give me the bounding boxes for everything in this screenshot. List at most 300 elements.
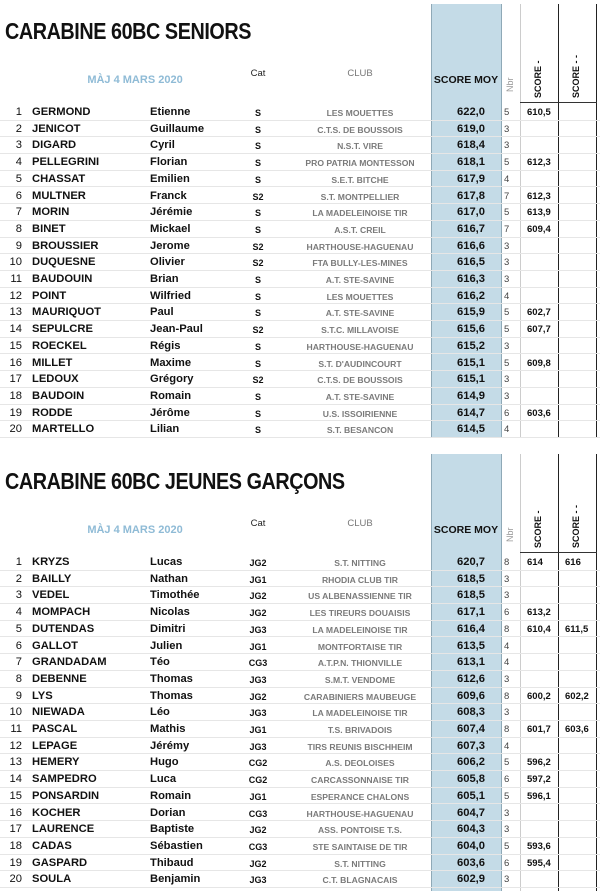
rank-cell: 10 [9, 256, 22, 269]
last-name-cell: GRANDADAM [32, 656, 107, 669]
score-cell: 619,0 [457, 122, 485, 135]
table-row [0, 388, 600, 405]
score-cell: 614,7 [457, 406, 485, 419]
table-row [0, 188, 600, 205]
club-cell: C.T.S. DE BOUSSOIS [317, 124, 403, 135]
club-cell: A.T. STE-SAVINE [325, 391, 395, 402]
table-row [0, 604, 600, 621]
last-name-cell: MILLET [32, 356, 73, 369]
rank-cell: 4 [15, 606, 22, 619]
score-cell: 613,1 [457, 656, 485, 669]
table-row [0, 855, 600, 872]
score-cell: 616,7 [457, 222, 485, 235]
last-name-cell: VEDEL [32, 589, 70, 602]
category-cell: S [254, 425, 261, 436]
category-cell: JG1 [249, 791, 267, 802]
nbr-cell: 3 [504, 807, 510, 819]
score-header: SCORE MOY [433, 524, 499, 536]
header-underline [520, 102, 597, 103]
first-name-cell: Franck [150, 189, 187, 202]
score-cell: 605,1 [457, 789, 485, 802]
table-row [0, 805, 600, 822]
score-minus-cell: 613,2 [527, 607, 551, 619]
club-cell: STE SAINTAISE DE TIR [312, 841, 408, 852]
club-cell: A.T. STE-SAVINE [325, 275, 395, 285]
last-name-cell: BINET [32, 222, 66, 235]
category-cell: JG2 [249, 591, 267, 602]
last-name-cell: MOMPACH [32, 606, 91, 619]
category-cell: S2 [252, 241, 264, 252]
score-minus-minus-header: SCORE - - [571, 504, 581, 548]
table-row [0, 171, 600, 188]
table-row [0, 738, 600, 755]
last-name-cell: NIEWADA [32, 706, 85, 719]
table-row [0, 721, 600, 738]
category-cell: S [254, 224, 261, 235]
club-cell: LES MOUETTES [326, 291, 394, 302]
score-cell: 615,9 [457, 306, 485, 319]
nbr-cell: 8 [504, 724, 510, 735]
nbr-cell: 3 [504, 390, 510, 402]
rank-cell: 17 [9, 823, 22, 836]
score-minus-minus-cell: 611,5 [565, 623, 589, 635]
rank-cell: 14 [9, 773, 22, 786]
last-name-cell: CADAS [32, 839, 72, 852]
last-name-cell: BAILLY [32, 572, 72, 585]
nbr-cell: 3 [504, 340, 510, 352]
nbr-cell: 5 [504, 307, 510, 319]
rank-cell: 11 [10, 273, 22, 285]
row-divider [0, 437, 600, 438]
score-cell: 609,6 [457, 689, 485, 702]
rank-cell: 6 [15, 189, 22, 202]
category-cell: S [254, 391, 261, 402]
table-row [0, 654, 600, 671]
nbr-cell: 3 [504, 240, 510, 252]
first-name-cell: Lucas [150, 556, 183, 568]
score-minus-cell: 607,7 [527, 324, 551, 336]
rank-cell: 5 [15, 172, 22, 185]
rank-cell: 11 [10, 723, 22, 735]
last-name-cell: JENICOT [32, 122, 81, 135]
nbr-cell: 4 [504, 740, 510, 752]
table-row [0, 871, 600, 888]
rank-cell: 18 [9, 839, 22, 852]
first-name-cell: Régis [150, 339, 181, 352]
table-row [0, 254, 600, 271]
table-row [0, 288, 600, 305]
category-cell: JG3 [249, 875, 267, 886]
first-name-cell: Thomas [150, 672, 193, 685]
category-cell: JG2 [249, 558, 267, 568]
first-name-cell: Jérémy [150, 739, 190, 752]
score-cell: 616,5 [457, 256, 485, 269]
table-row [0, 137, 600, 154]
last-name-cell: DEBENNE [32, 672, 87, 685]
club-header: CLUB [347, 518, 373, 529]
last-name-cell: PONSARDIN [32, 789, 100, 802]
score-cell: 604,3 [457, 823, 485, 836]
table-row [0, 405, 600, 422]
table-row [0, 238, 600, 255]
nbr-cell: 5 [504, 157, 510, 169]
score-cell: 614,5 [457, 423, 485, 436]
score-header: SCORE MOY [433, 74, 499, 86]
category-cell: JG3 [249, 624, 267, 635]
category-cell: S [254, 174, 261, 185]
rank-cell: 13 [9, 306, 22, 319]
category-cell: S [254, 108, 261, 118]
score-minus-header: SCORE - [533, 60, 543, 98]
nbr-cell: 5 [504, 757, 510, 769]
first-name-cell: Thomas [150, 689, 193, 702]
club-cell: A.T.P.N. THIONVILLE [317, 658, 403, 669]
table-row [0, 788, 600, 805]
nbr-cell: 6 [504, 607, 510, 619]
category-cell: JG2 [249, 858, 267, 869]
nbr-cell: 4 [504, 290, 510, 302]
category-cell: S2 [252, 325, 264, 336]
first-name-cell: Lilian [150, 423, 180, 436]
category-cell: S [254, 408, 261, 419]
score-minus-cell: 596,1 [527, 790, 551, 802]
update-date: MÀJ 4 MARS 2020 [87, 74, 183, 86]
first-name-cell: Romain [150, 789, 192, 802]
last-name-cell: POINT [32, 289, 67, 302]
first-name-cell: Benjamin [150, 873, 201, 886]
score-cell: 615,1 [457, 373, 485, 386]
score-cell: 604,0 [457, 839, 485, 852]
first-name-cell: Téo [150, 656, 170, 669]
club-cell: HARTHOUSE-HAGUENAU [306, 341, 414, 352]
nbr-cell: 6 [504, 774, 510, 786]
table-row [0, 221, 600, 238]
nbr-cell: 5 [504, 790, 510, 802]
score-cell: 608,3 [457, 706, 485, 719]
club-cell: S.T. MONTPELLIER [320, 191, 400, 202]
score-cell: 602,9 [457, 873, 485, 886]
score-minus-cell: 600,2 [527, 690, 551, 702]
last-name-cell: BAUDOIN [32, 389, 85, 402]
last-name-cell: KRYZS [32, 556, 70, 568]
rank-cell: 15 [9, 789, 22, 802]
first-name-cell: Nicolas [150, 606, 190, 619]
page-title: CARABINE 60BC SENIORS [5, 18, 251, 44]
category-cell: S [254, 141, 261, 152]
score-minus-cell: 614 [527, 557, 543, 568]
club-cell: U.S. ISSOIRIENNE [322, 408, 398, 419]
club-cell: A.S.T. CREIL [334, 224, 386, 235]
first-name-cell: Jean-Paul [150, 323, 203, 336]
last-name-cell: PASCAL [32, 723, 78, 735]
table-row [0, 571, 600, 588]
nbr-cell: 5 [504, 107, 510, 118]
table-row [0, 271, 600, 288]
score-cell: 616,3 [457, 273, 485, 285]
score-minus-cell: 602,7 [527, 307, 551, 319]
first-name-cell: Cyril [150, 139, 175, 152]
category-cell: JG2 [249, 825, 267, 836]
club-cell: LES MOUETTES [326, 108, 394, 118]
nbr-cell: 3 [504, 140, 510, 152]
first-name-cell: Dimitri [150, 622, 186, 635]
category-cell: CG2 [248, 758, 268, 769]
rank-cell: 12 [9, 289, 22, 302]
last-name-cell: MARTELLO [32, 423, 95, 436]
last-name-cell: GASPARD [32, 856, 88, 869]
nbr-cell: 3 [504, 874, 510, 886]
rank-cell: 6 [15, 639, 22, 652]
club-cell: ESPERANCE CHALONS [310, 791, 410, 802]
club-cell: S.T. NITTING [334, 858, 386, 869]
rank-cell: 3 [15, 589, 22, 602]
nbr-cell: 3 [504, 374, 510, 386]
score-cell: 615,2 [457, 339, 485, 352]
category-cell: S [254, 358, 261, 369]
table-row [0, 621, 600, 638]
table-row [0, 355, 600, 372]
last-name-cell: LEPAGE [32, 739, 78, 752]
score-minus-cell: 612,3 [527, 157, 551, 169]
score-minus-cell: 610,4 [527, 623, 551, 635]
rank-cell: 7 [15, 206, 22, 219]
first-name-cell: Brian [150, 273, 179, 285]
first-name-cell: Maxime [150, 356, 192, 369]
nbr-cell: 7 [504, 190, 510, 202]
rank-cell: 1 [15, 106, 22, 118]
rank-cell: 20 [9, 873, 22, 886]
club-cell: C.T.S. DE BOUSSOIS [317, 375, 403, 386]
score-cell: 606,2 [457, 756, 485, 769]
club-header: CLUB [347, 68, 373, 79]
club-cell: LA MADELEINOISE TIR [312, 208, 408, 219]
first-name-cell: Sébastien [150, 839, 203, 852]
last-name-cell: MAURIQUOT [32, 306, 101, 319]
first-name-cell: Romain [150, 389, 192, 402]
nbr-cell: 5 [504, 207, 510, 219]
nbr-cell: 4 [504, 173, 510, 185]
nbr-cell: 5 [504, 357, 510, 369]
table-row [0, 104, 600, 121]
rank-cell: 7 [15, 656, 22, 669]
score-cell: 614,9 [457, 389, 485, 402]
rank-cell: 2 [15, 572, 22, 585]
nbr-cell: 3 [504, 707, 510, 719]
score-minus-minus-header: SCORE - - [571, 54, 581, 98]
club-cell: RHODIA CLUB TIR [321, 574, 399, 585]
last-name-cell: MULTNER [32, 189, 86, 202]
nbr-cell: 5 [504, 840, 510, 852]
score-cell: 612,6 [457, 672, 485, 685]
last-name-cell: SEPULCRE [32, 323, 93, 336]
club-cell: CARCASSONNAISE TIR [311, 775, 409, 786]
first-name-cell: Baptiste [150, 823, 195, 836]
last-name-cell: GALLOT [32, 639, 78, 652]
category-cell: S2 [252, 375, 264, 386]
first-name-cell: Grégory [150, 373, 194, 386]
score-cell: 617,1 [457, 606, 485, 619]
category-cell: CG2 [248, 775, 268, 786]
category-cell: S [254, 124, 261, 135]
rank-cell: 19 [9, 856, 22, 869]
club-cell: HARTHOUSE-HAGUENAU [306, 241, 414, 252]
score-cell: 618,1 [457, 156, 485, 169]
table-row [0, 754, 600, 771]
score-cell: 604,7 [457, 806, 485, 819]
rank-cell: 3 [15, 139, 22, 152]
jeunes-section [0, 450, 600, 891]
score-minus-cell: 613,9 [527, 207, 551, 219]
score-cell: 616,6 [457, 239, 485, 252]
rank-cell: 16 [9, 356, 22, 369]
nbr-cell: 8 [504, 623, 510, 635]
first-name-cell: Thibaud [150, 856, 194, 869]
first-name-cell: Mickael [150, 222, 191, 235]
last-name-cell: RODDE [32, 406, 73, 419]
nbr-cell: 5 [504, 324, 510, 336]
nbr-cell: 3 [504, 590, 510, 602]
table-row [0, 688, 600, 705]
rank-cell: 9 [15, 689, 22, 702]
rank-cell: 8 [15, 222, 22, 235]
update-date: MÀJ 4 MARS 2020 [87, 524, 183, 536]
category-cell: JG3 [249, 708, 267, 719]
table-row [0, 587, 600, 604]
first-name-cell: Jérôme [150, 406, 190, 419]
last-name-cell: LEDOUX [32, 373, 79, 386]
category-cell: S2 [252, 191, 264, 202]
nbr-cell: 3 [504, 257, 510, 269]
table-row [0, 704, 600, 721]
header-underline [520, 552, 597, 553]
cat-header: Cat [250, 518, 266, 529]
score-minus-cell: 596,2 [527, 757, 551, 769]
category-cell: JG1 [249, 574, 267, 585]
club-cell: S.T. NITTING [334, 558, 386, 568]
score-minus-cell: 610,5 [527, 107, 551, 118]
table-row [0, 638, 600, 655]
score-cell: 617,9 [457, 172, 485, 185]
score-cell: 622,0 [457, 106, 485, 118]
rank-cell: 15 [9, 339, 22, 352]
score-cell: 603,6 [457, 856, 485, 869]
last-name-cell: LAURENCE [32, 823, 95, 836]
club-cell: LES TIREURS DOUAISIS [309, 608, 411, 619]
first-name-cell: Luca [150, 773, 177, 786]
club-cell: LA MADELEINOISE TIR [312, 708, 408, 719]
last-name-cell: MORIN [32, 206, 70, 219]
category-cell: JG3 [249, 674, 267, 685]
first-name-cell: Julien [150, 639, 183, 652]
club-cell: N.S.T. VIRE [337, 141, 383, 152]
last-name-cell: BAUDOUIN [32, 273, 93, 285]
category-cell: CG3 [248, 841, 268, 852]
first-name-cell: Jerome [150, 239, 190, 252]
table-row [0, 338, 600, 355]
rank-cell: 12 [9, 739, 22, 752]
score-cell: 607,3 [457, 739, 485, 752]
last-name-cell: BROUSSIER [32, 239, 99, 252]
last-name-cell: SAMPEDRO [32, 773, 97, 786]
category-cell: S [254, 308, 261, 319]
club-cell: S.T. D'AUDINCOURT [318, 358, 402, 369]
table-row [0, 204, 600, 221]
nbr-cell: 3 [504, 123, 510, 135]
category-cell: JG2 [249, 608, 267, 619]
first-name-cell: Jérémie [150, 206, 193, 219]
club-cell: US ALBENASSIENNE TIR [308, 591, 412, 602]
score-minus-cell: 597,2 [527, 774, 551, 786]
table-row [0, 671, 600, 688]
club-cell: S.T. BESANCON [326, 425, 394, 436]
score-cell: 618,5 [457, 589, 485, 602]
nbr-cell: 3 [504, 673, 510, 685]
rank-cell: 8 [15, 672, 22, 685]
last-name-cell: ROECKEL [32, 339, 87, 352]
score-cell: 617,8 [457, 189, 485, 202]
category-cell: S [254, 291, 261, 302]
score-minus-cell: 593,6 [527, 840, 551, 852]
nbr-cell: 6 [504, 407, 510, 419]
nbr-cell: 8 [504, 557, 510, 568]
score-minus-cell: 595,4 [527, 857, 551, 869]
table-row [0, 838, 600, 855]
first-name-cell: Nathan [150, 572, 188, 585]
club-cell: S.E.T. BITCHE [331, 174, 389, 185]
nbr-cell: 6 [504, 857, 510, 869]
table-row [0, 304, 600, 321]
nbr-cell: 4 [504, 640, 510, 652]
last-name-cell: LYS [32, 689, 53, 702]
row-divider [0, 887, 600, 888]
category-cell: S2 [252, 258, 264, 269]
club-cell: S.M.T. VENDOME [324, 674, 396, 685]
rank-cell: 10 [9, 706, 22, 719]
score-cell: 616,4 [457, 622, 485, 635]
nbr-cell: 4 [504, 424, 510, 436]
nbr-cell: 8 [504, 690, 510, 702]
nbr-header: Nbr [505, 527, 515, 542]
score-minus-minus-cell: 602,2 [565, 690, 589, 702]
nbr-header: Nbr [505, 77, 515, 92]
club-cell: CARABINIERS MAUBEUGE [303, 691, 417, 702]
last-name-cell: DUQUESNE [32, 256, 96, 269]
rank-cell: 5 [15, 622, 22, 635]
category-cell: S [254, 208, 261, 219]
score-minus-cell: 601,7 [527, 724, 551, 735]
first-name-cell: Dorian [150, 806, 186, 819]
last-name-cell: DIGARD [32, 139, 77, 152]
score-minus-header: SCORE - [533, 510, 543, 548]
score-cell: 615,6 [457, 323, 485, 336]
rank-cell: 14 [9, 323, 22, 336]
first-name-cell: Hugo [150, 756, 179, 769]
last-name-cell: DUTENDAS [32, 622, 95, 635]
category-cell: JG2 [249, 691, 267, 702]
score-cell: 616,2 [457, 289, 485, 302]
cat-header: Cat [250, 68, 266, 79]
score-cell: 613,5 [457, 639, 485, 652]
table-row [0, 771, 600, 788]
nbr-cell: 3 [504, 824, 510, 836]
table-row [0, 554, 600, 571]
nbr-cell: 7 [504, 223, 510, 235]
rank-cell: 13 [9, 756, 22, 769]
first-name-cell: Mathis [150, 723, 186, 735]
rank-cell: 2 [15, 122, 22, 135]
category-cell: CG3 [248, 808, 268, 819]
last-name-cell: GERMOND [32, 106, 91, 118]
